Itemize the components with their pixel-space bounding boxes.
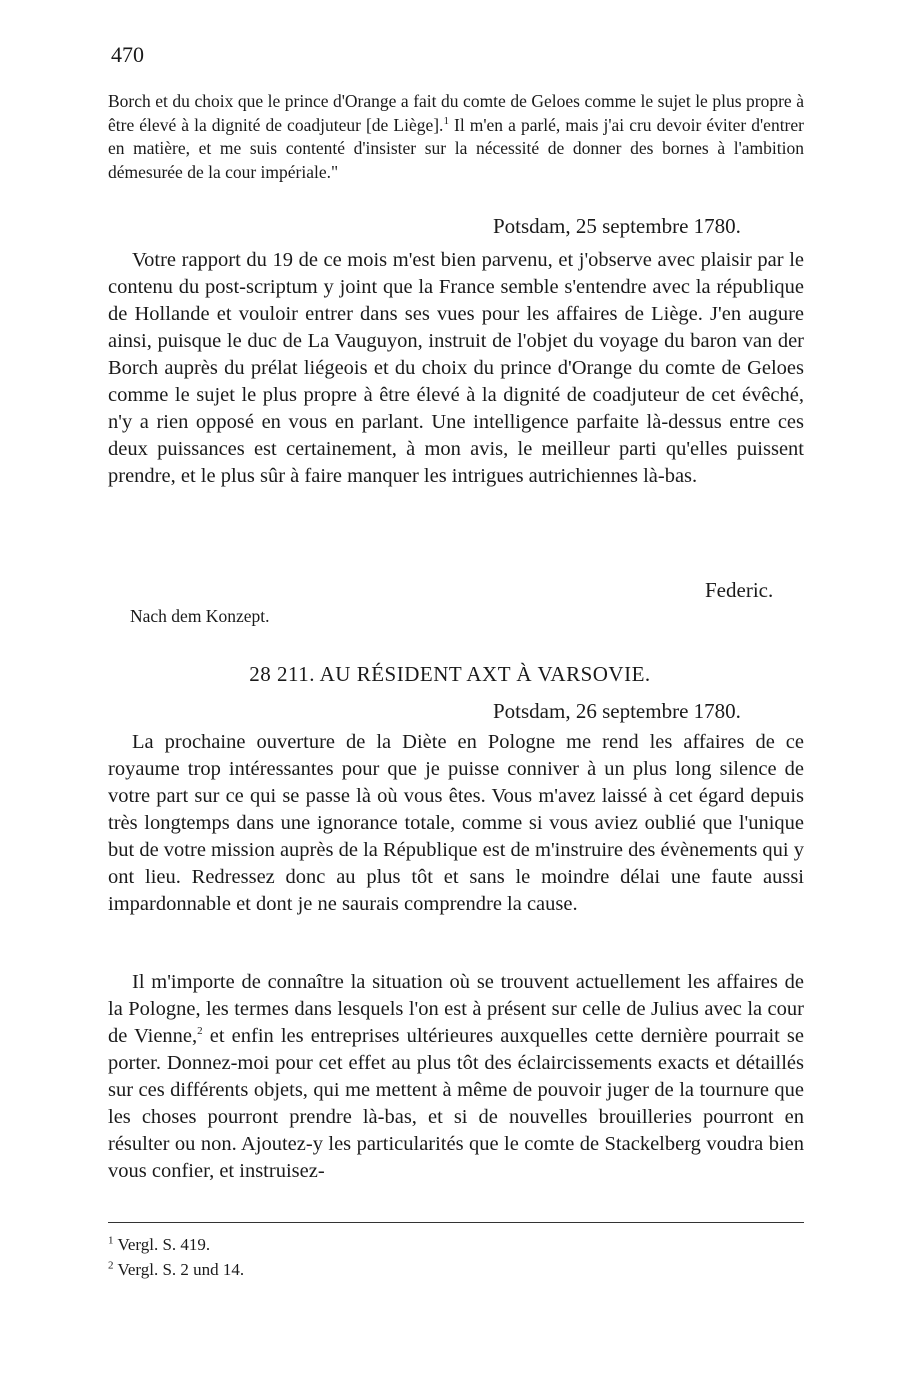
footnote-1-text: Vergl. S. 419. — [117, 1235, 211, 1254]
quote-text-part1: Borch et du choix que le prince d'Orange a fait du comte de Geloes comme le sujet le plus propre à être élevé à la dignité de coadjuteur [de Liège]. — [108, 91, 804, 135]
letter1-dateline: Potsdam, 25 septembre 1780. — [493, 214, 741, 238]
letter2-paragraph-2-part1: Il m'importe de connaître la situation où se trouvent actuellement les affaires de la Pologne, les termes dans lesquels l'on est à présent sur celle de Julius avec la cour de Vienne, — [108, 971, 804, 1047]
footnotes — [108, 1232, 244, 1282]
letter2-dateline: Potsdam, 26 septembre 1780. — [493, 699, 741, 723]
footnote-2 — [108, 1257, 244, 1282]
footnote-1-mark: 1 — [108, 1234, 114, 1247]
page-number: 470 — [111, 42, 144, 67]
quoted-report-excerpt — [108, 90, 804, 184]
letter2-heading: 28 211. AU RÉSIDENT AXT À VARSOVIE. — [249, 662, 651, 686]
quote-text-part2: Il m'en a parlé, mais j'ai cru devoir éviter d'entrer en matière, et me suis contenté d'insister sur la nécessité de donner des bornes à l'ambition démesurée de la cour impériale." — [108, 114, 804, 182]
letter2-paragraph-2-part2: et enfin les entreprises ultérieures auxquelles cette dernière pourrait se porter. Donnez-moi pour cet effet au plus tôt des éclaircissements exacts et détaillés sur ces différents objets, qui me mettent à même de pouvoir juger de la tournure que les choses pourront prendre là-bas, et si de nouvelles brouilleries pourront en résulter ou non. Ajoutez-y les particularités que le comte de Stackelberg voudra bien vous confier, et instruisez- — [108, 1025, 805, 1182]
letter2-paragraph-1: La prochaine ouverture de la Diète en Pologne me rend les affaires de ce royaume trop intéressantes pour que je puisse conniver à un plus long silence de votre part sur ce qui se passe là où vous êtes. Vous m'avez laissé à cet égard depuis très longtemps dans une ignorance totale, comme si vous aviez oublié que l'unique but de votre mission auprès de la République est de m'instruire des évènements qui y ont lieu. Redressez donc au plus tôt et sans le moindre délai une faute aussi impardonnable et dont je ne saurais comprendre la cause. — [108, 731, 804, 915]
letter1-source-note: Nach dem Konzept. — [130, 606, 270, 626]
letter2-paragraph-2 — [108, 969, 804, 1185]
footnote-ref-2: 2 — [197, 1025, 203, 1038]
letter1-body: Votre rapport du 19 de ce mois m'est bien parvenu, et j'observe avec plaisir par le contenu du post-scriptum y joint que la France semble s'entendre avec la république de Hollande et vouloir entrer dans ses vues pour les affaires de Liège. J'en augure ainsi, puisque le duc de La Vauguyon, instruit de l'objet du voyage du baron van der Borch auprès du prélat liégeois et du choix du prince d'Orange du comte de Geloes comme le sujet le plus propre à être élevé à la dignité de coadjuteur de cet évêché, n'y a rien opposé en vous en parlant. Une intelligence parfaite là-dessus entre ces deux puissances est certainement, à mon avis, le meilleur parti qu'elles puissent prendre, et le plus sûr à faire manquer les intrigues autrichiennes là-bas. — [108, 249, 804, 487]
footnote-divider — [108, 1222, 804, 1223]
footnote-2-text: Vergl. S. 2 und 14. — [117, 1260, 245, 1279]
footnote-1 — [108, 1232, 244, 1257]
letter1-signature: Federic. — [705, 578, 774, 602]
footnote-2-mark: 2 — [108, 1259, 114, 1272]
footnote-ref-1: 1 — [443, 114, 449, 127]
